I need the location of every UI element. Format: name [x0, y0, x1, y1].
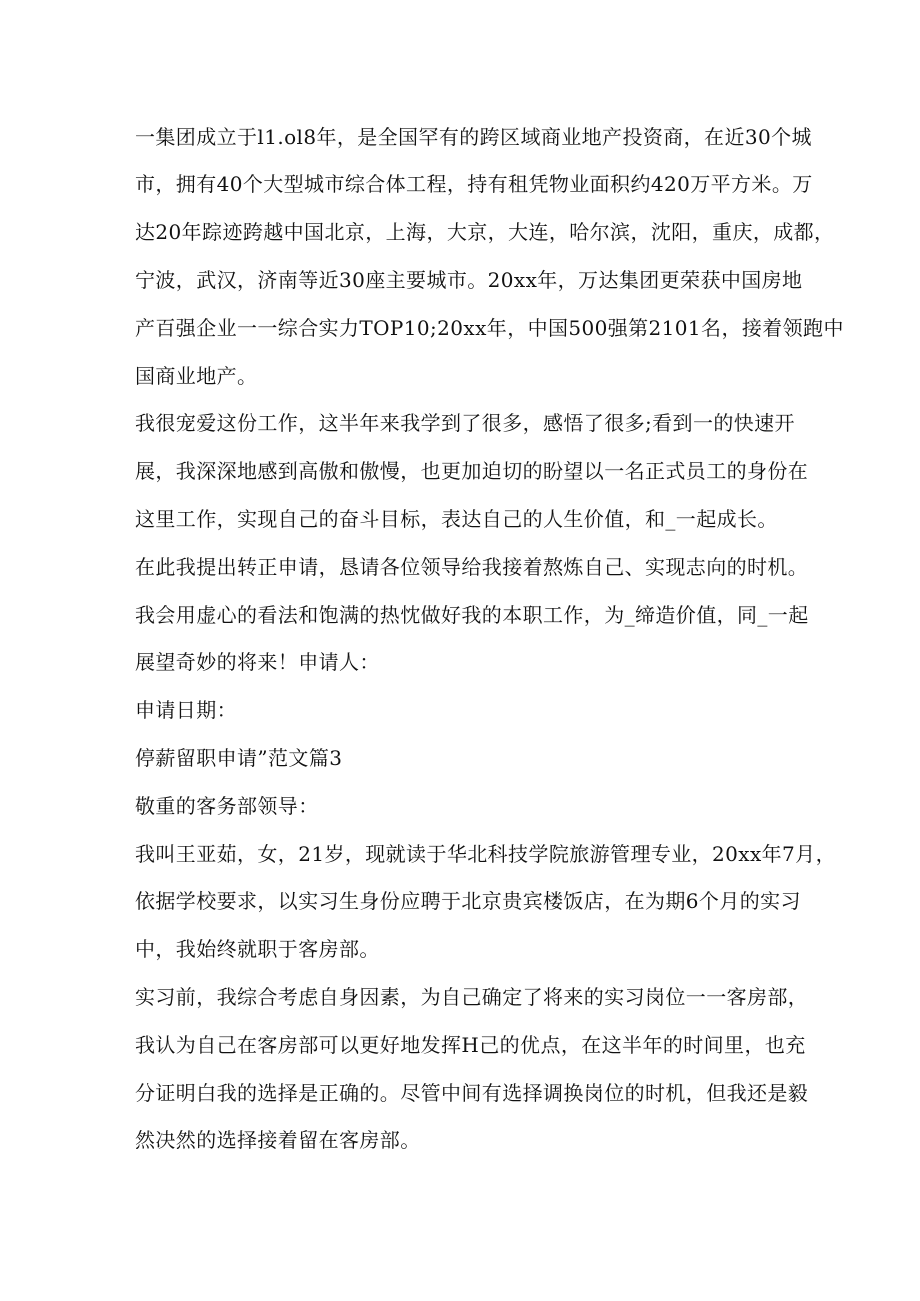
text-line: 中，我始终就职于客房部。: [135, 937, 380, 961]
text-line: 我很宠爱这份工作，这半年来我学到了很多，感悟了很多;看到一的快速开: [135, 411, 795, 435]
text-line: 实习前，我综合考虑自身因素，为自己确定了将来的实习岗位一一客房部，: [135, 985, 809, 1009]
text-line: 一集团成立于l1.ol8年，是全国罕有的跨区域商业地产投资商，在近30个城: [135, 125, 812, 149]
text-line: 市，拥有40个大型城市综合体工程，持有租凭物业面积约420万平方米。万: [135, 172, 813, 196]
text-line: 达20年踪迹跨越中国北京，上海，大京，大连，哈尔滨，沈阳，重庆，成都，: [135, 220, 835, 244]
salutation: 敬重的客务部领导：: [135, 794, 319, 818]
text-line: 我会用虚心的看法和饱满的热忱做好我的本职工作，为_缔造价值，同_一起: [135, 603, 809, 627]
text-line: 产百强企业一一综合实力TOP10;20xx年，中国500强第2101名，接着领跑中: [135, 316, 844, 340]
text-line: 展，我深深地感到高傲和傲慢，也更加迫切的盼望以一名正式员工的身份在: [135, 459, 809, 483]
text-line: 依据学校要求，以实习生身份应聘于北京贵宾楼饭店，在为期6个月的实习: [135, 889, 801, 913]
text-line: 宁波，武汉，济南等近30座主要城市。20xx年，万达集团更荣获中国房地: [135, 268, 803, 292]
text-line: 这里工作，实现自己的奋斗目标，表达自己的人生价值，和_一起成长。: [135, 507, 778, 531]
text-line: 在此我提出转正申请，恳请各位领导给我接着熬炼自己、实现志向的时机。: [135, 555, 809, 579]
text-line: 我认为自己在客房部可以更好地发挥H己的优点，在这半年的时间里，也充: [135, 1033, 806, 1057]
text-line: 分证明白我的选择是正确的。尽管中间有选择调换岗位的时机，但我还是毅: [135, 1081, 809, 1105]
text-line: 国商业地产。: [135, 364, 258, 388]
text-line: 申请日期：: [135, 698, 237, 722]
text-line: 展望奇妙的将来！申请人：: [135, 650, 380, 674]
text-line: 我叫王亚茹，女，21岁，现就读于华北科技学院旅游管理专业，20xx年7月，: [135, 842, 836, 866]
text-line: 然决然的选择接着留在客房部。: [135, 1128, 421, 1152]
section-heading: 停薪留职申请”范文篇3: [135, 746, 343, 770]
